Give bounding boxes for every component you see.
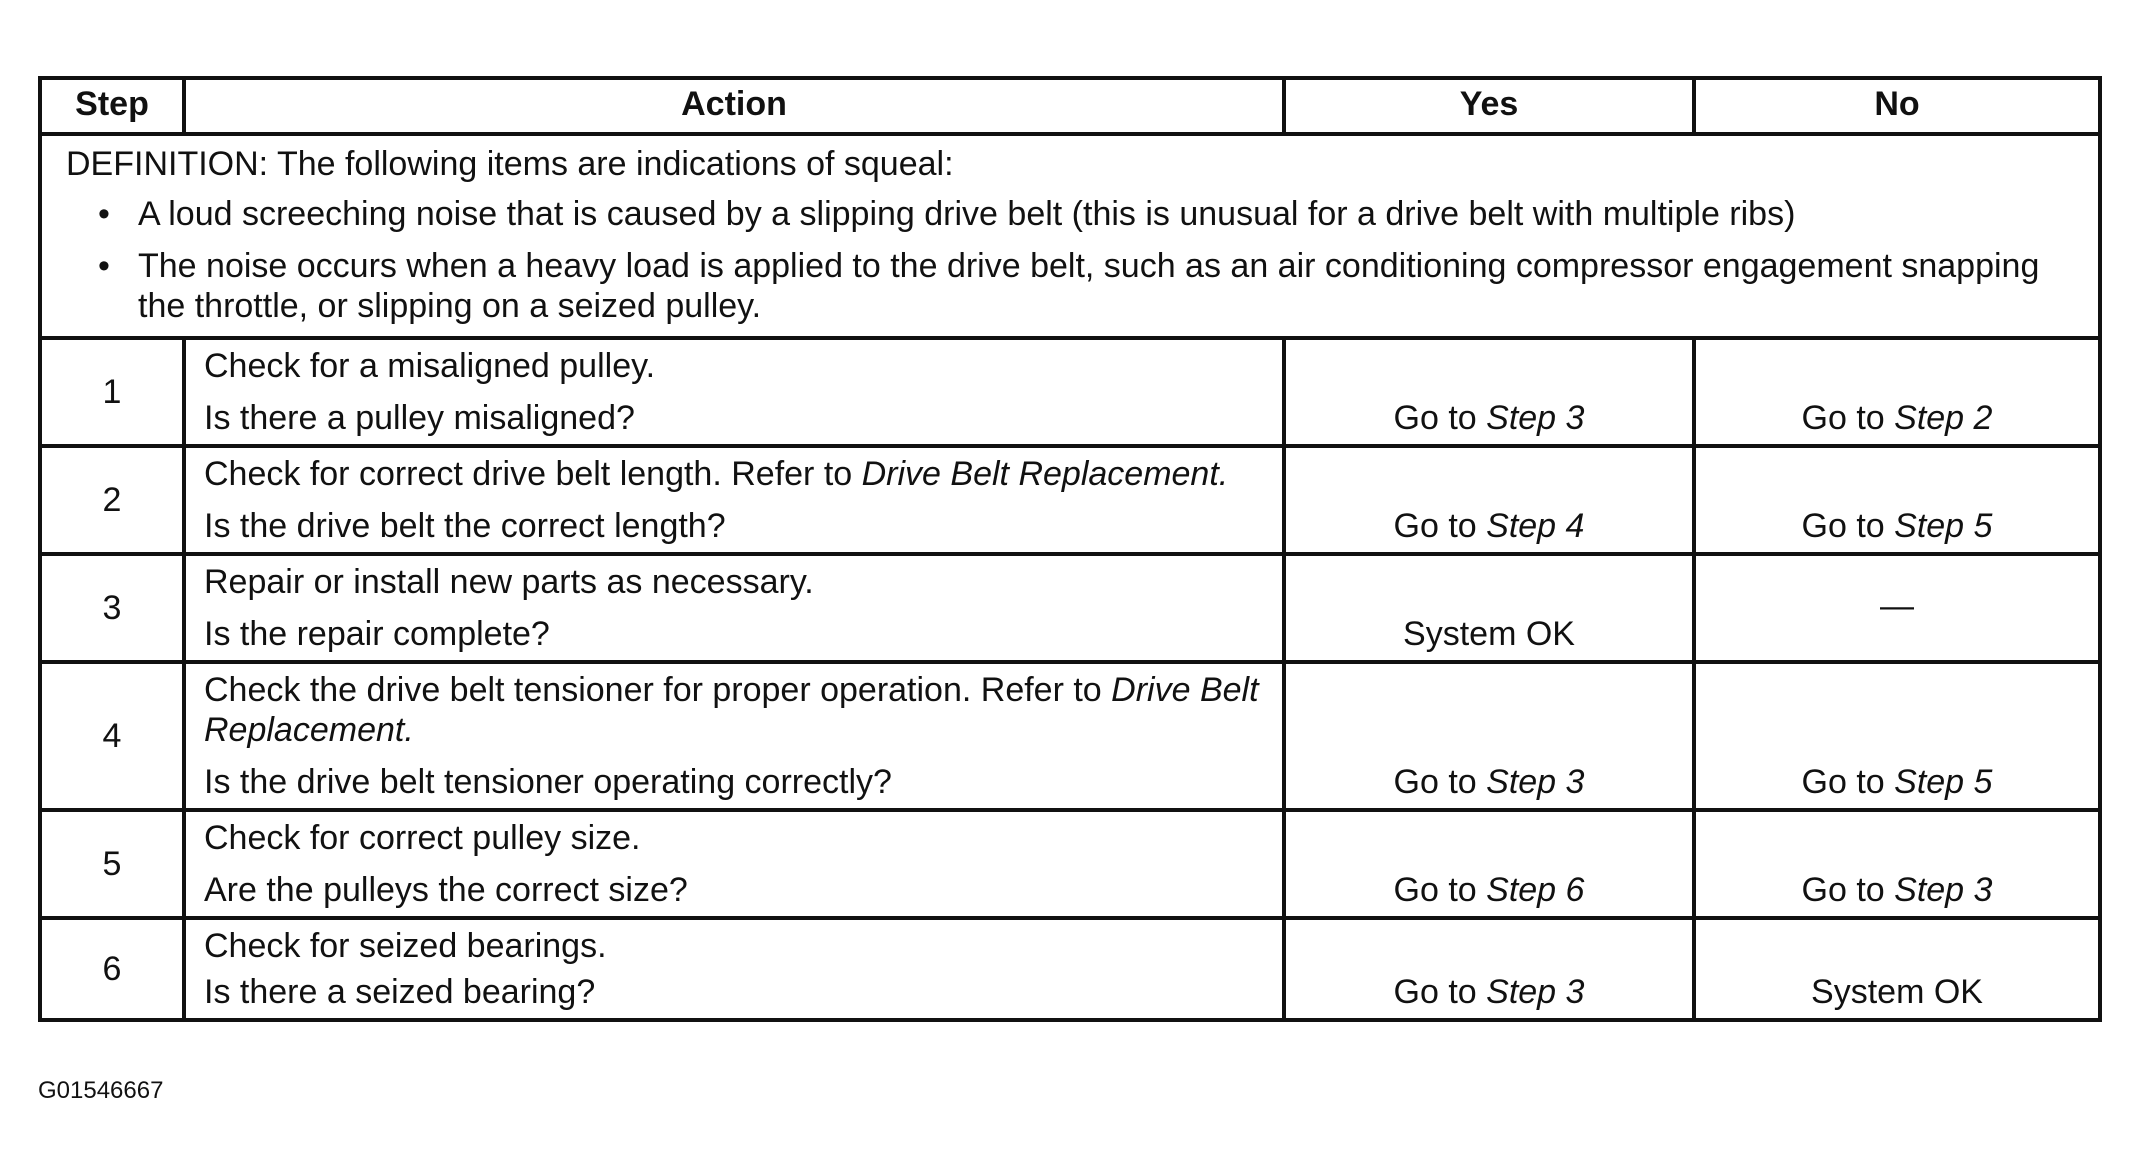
definition-bullet: [66, 194, 2074, 234]
yes-prefix: Go to: [1393, 763, 1487, 801]
action-doc-ref: Drive Belt Replacement: [204, 671, 1259, 749]
question-text: Is there a pulley misaligned?: [204, 399, 635, 437]
step-row: [40, 338, 2100, 446]
step-row: [40, 810, 2100, 918]
no-step-ref: Step 5: [1894, 763, 1993, 801]
yes-prefix: Go to: [1393, 399, 1487, 437]
no-result: [1694, 446, 2100, 554]
yes-prefix: Go to: [1393, 973, 1487, 1011]
question-text: Is the drive belt the correct length?: [204, 507, 726, 545]
step-row: [40, 446, 2100, 554]
definition-intro: DEFINITION: The following items are indications of squeal:: [66, 145, 954, 183]
no-result: [1694, 662, 2100, 810]
no-result: [1694, 338, 2100, 446]
header-action: Action: [184, 78, 1284, 134]
step-row: [40, 554, 2100, 662]
no-prefix: Go to: [1801, 399, 1895, 437]
no-prefix: Go to: [1801, 507, 1895, 545]
step-number: 6: [40, 918, 184, 1020]
question-text: Are the pulleys the correct size?: [204, 871, 688, 909]
step-row: [40, 662, 2100, 810]
no-step-ref: Step 5: [1894, 507, 1993, 545]
yes-prefix: Go to: [1393, 871, 1487, 909]
action-text-main: Check the drive belt tensioner for proper operation. Refer to: [204, 671, 1112, 709]
definition-bullet: [66, 246, 2074, 326]
header-yes: Yes: [1284, 78, 1694, 134]
step-number: 1: [40, 338, 184, 446]
bullet-text: The noise occurs when a heavy load is applied to the drive belt, such as an air conditioning compressor engagement snapping the throttle, or slipping on a seized pulley.: [138, 247, 2040, 325]
yes-step-ref: Step 3: [1486, 399, 1585, 437]
action-suffix: .: [404, 711, 414, 749]
no-result: [1694, 810, 2100, 918]
yes-prefix: Go to: [1393, 507, 1487, 545]
yes-step-ref: Step 4: [1486, 507, 1585, 545]
action-text: Check for a misaligned pulley.: [204, 347, 656, 385]
yes-step-ref: Step 3: [1486, 973, 1585, 1011]
action-cell: [184, 810, 1284, 918]
question-text: Is the drive belt tensioner operating correctly?: [204, 763, 892, 801]
header-step: Step: [40, 78, 184, 134]
definition-cell: [40, 134, 2100, 338]
no-result: —: [1694, 554, 2100, 662]
question-text: Is there a seized bearing?: [204, 973, 596, 1011]
step-row: [40, 918, 2100, 1020]
bullet-text: A loud screeching noise that is caused by a slipping drive belt (this is unusual for a drive belt with multiple ribs): [138, 195, 1796, 233]
yes-result: [1284, 446, 1694, 554]
yes-result: [1284, 662, 1694, 810]
action-text: Repair or install new parts as necessary.: [204, 563, 814, 601]
step-number: 4: [40, 662, 184, 810]
action-cell: [184, 918, 1284, 1020]
diagnostic-table: [38, 76, 2102, 1022]
action-cell: [184, 338, 1284, 446]
no-step-ref: Step 3: [1894, 871, 1993, 909]
no-step-ref: Step 2: [1894, 399, 1993, 437]
action-text-main: Check for correct drive belt length. Refer to: [204, 455, 862, 493]
header-row: [40, 78, 2100, 134]
no-prefix: Go to: [1801, 871, 1895, 909]
yes-step-ref: Step 3: [1486, 763, 1585, 801]
yes-result: [1284, 810, 1694, 918]
action-doc-ref: Drive Belt Replacement: [861, 455, 1219, 493]
action-text: [204, 454, 1264, 494]
definition-bullets: [66, 194, 2074, 326]
no-result: System OK: [1694, 918, 2100, 1020]
action-text: Check for correct pulley size.: [204, 819, 641, 857]
yes-result: [1284, 338, 1694, 446]
yes-result: System OK: [1284, 554, 1694, 662]
action-suffix: .: [1218, 455, 1229, 493]
question-text: Is the repair complete?: [204, 615, 550, 653]
header-no: No: [1694, 78, 2100, 134]
action-text: [204, 670, 1264, 750]
yes-result: [1284, 918, 1694, 1020]
definition-row: [40, 134, 2100, 338]
action-cell: [184, 662, 1284, 810]
step-number: 3: [40, 554, 184, 662]
bullet-dot-icon: •: [98, 195, 110, 233]
action-cell: [184, 446, 1284, 554]
step-number: 2: [40, 446, 184, 554]
action-cell: [184, 554, 1284, 662]
step-number: 5: [40, 810, 184, 918]
bullet-dot-icon: •: [98, 247, 110, 285]
figure-id: G01546667: [38, 1077, 164, 1104]
no-prefix: Go to: [1801, 763, 1895, 801]
action-text: Check for seized bearings.: [204, 927, 607, 965]
yes-step-ref: Step 6: [1486, 871, 1585, 909]
